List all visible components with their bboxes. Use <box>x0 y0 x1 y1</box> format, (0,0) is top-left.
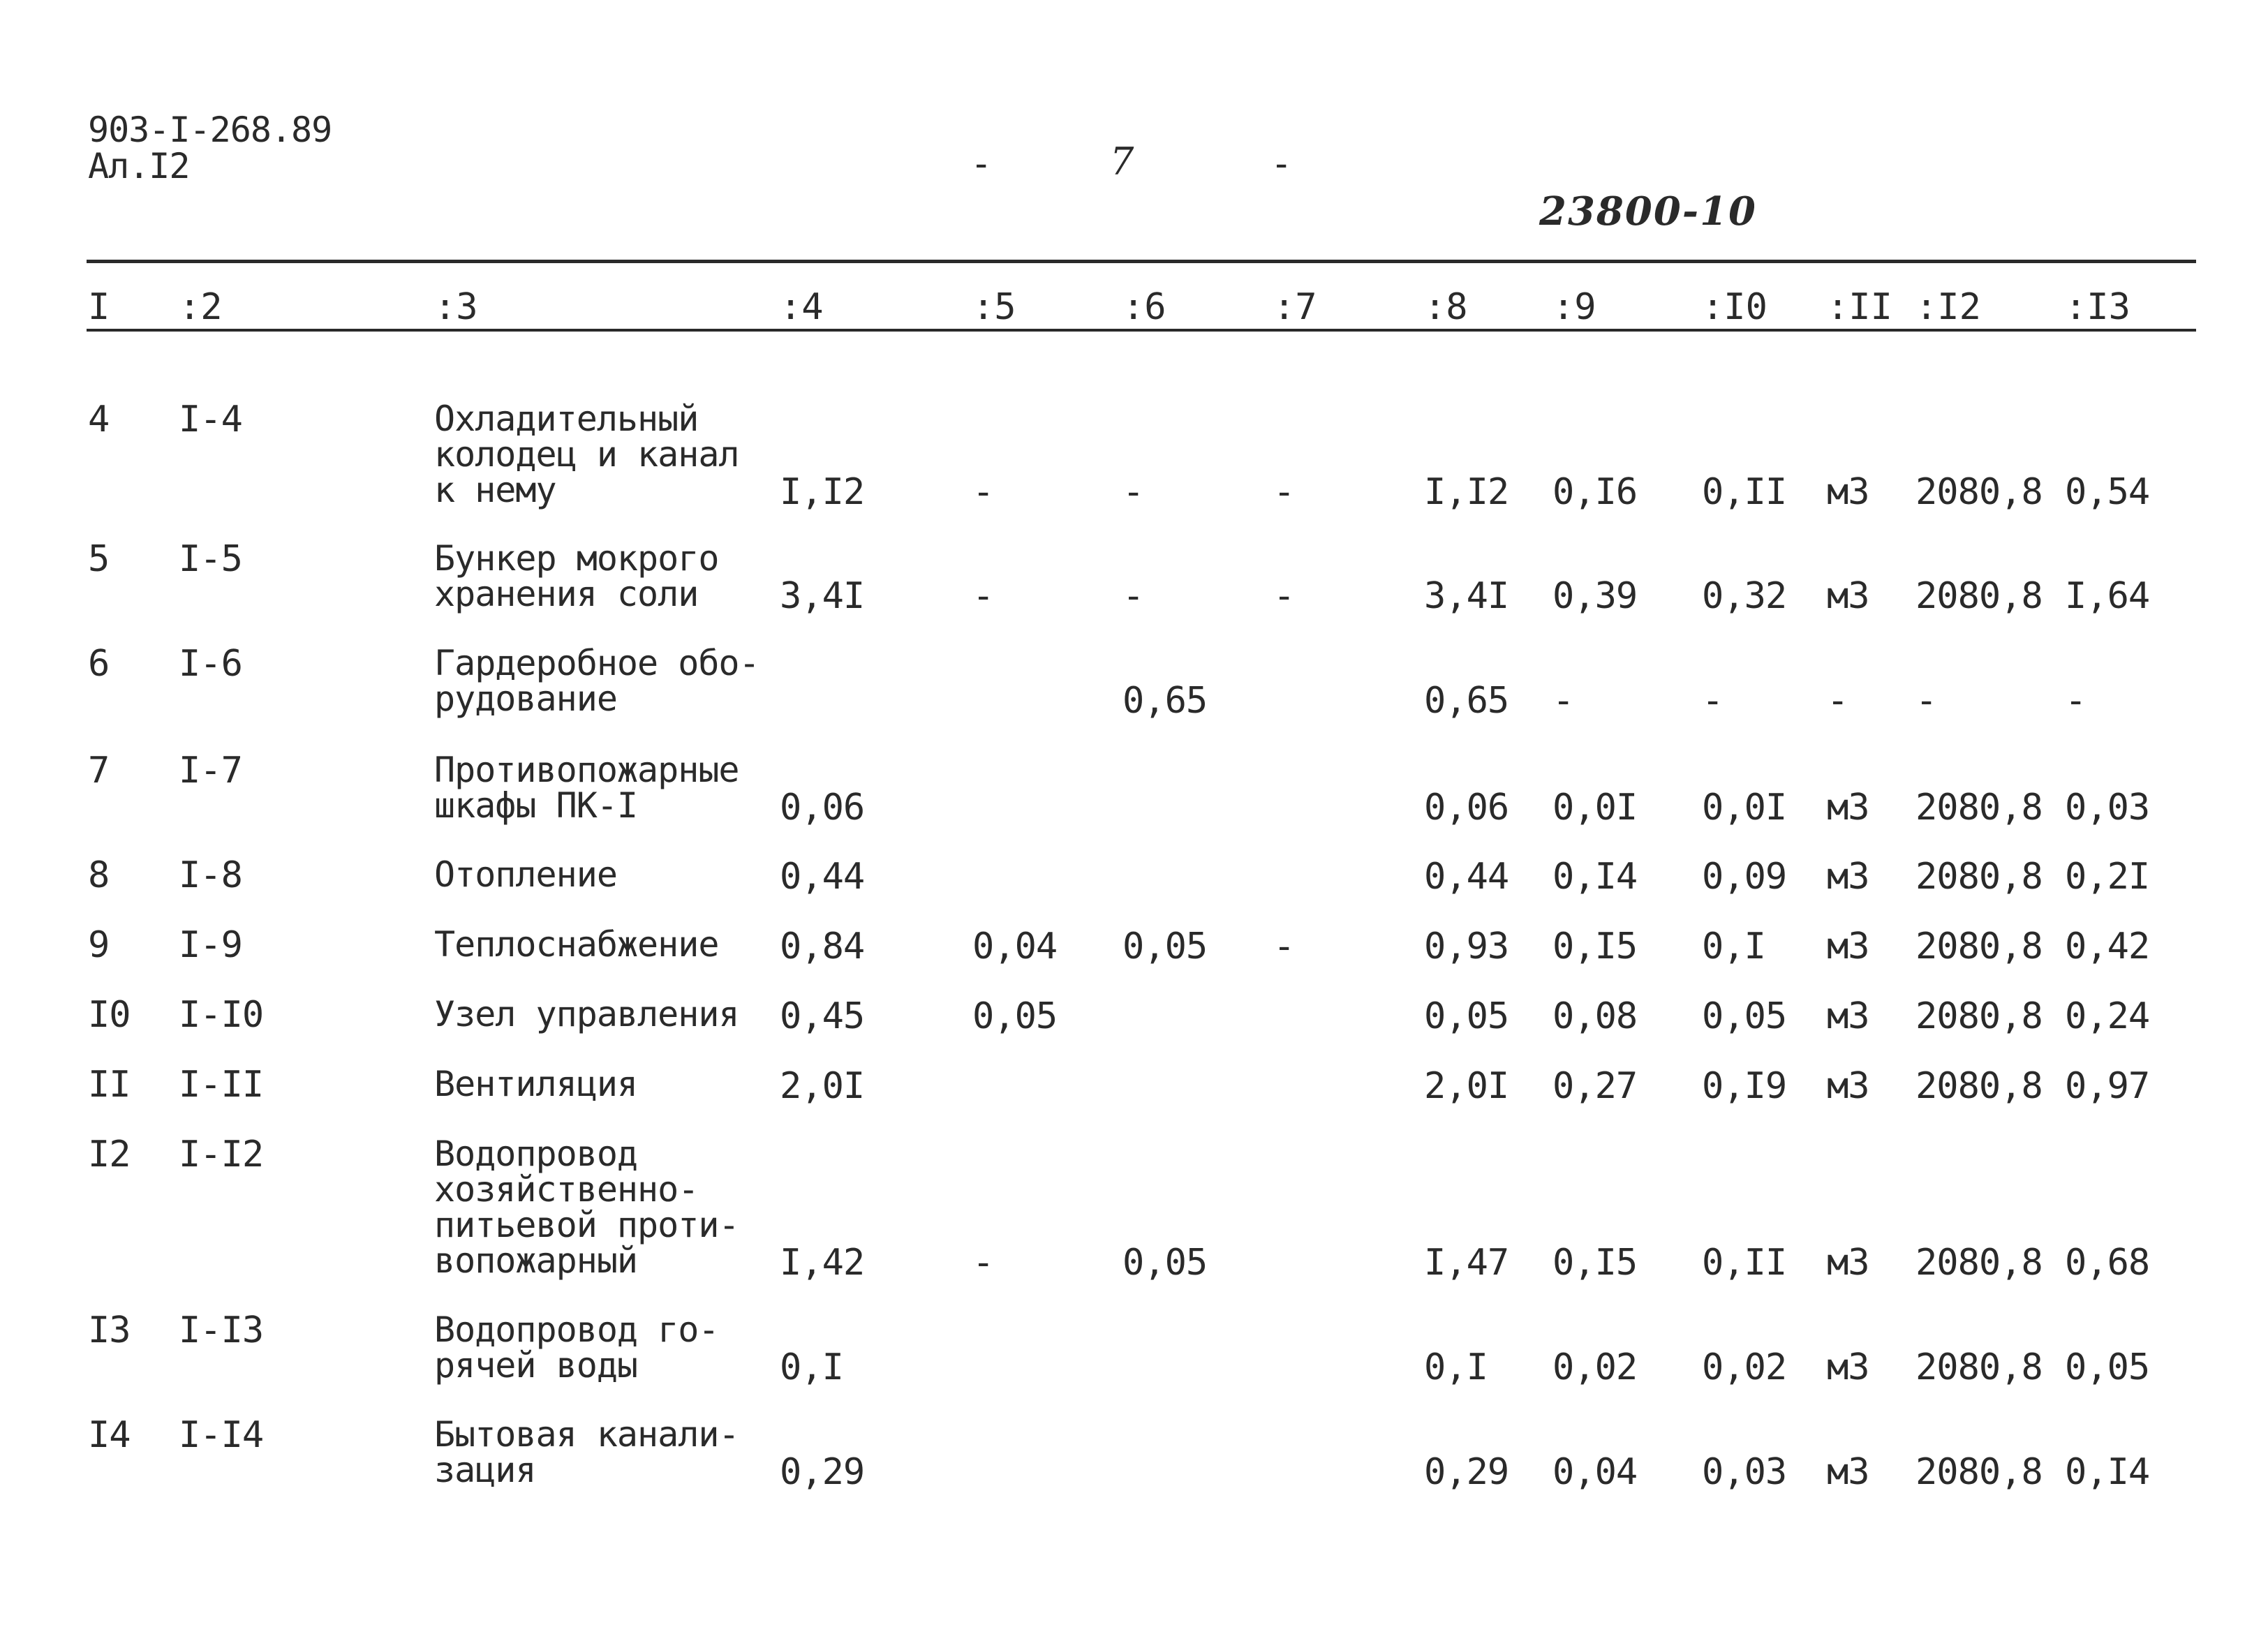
column-header-4: :4 <box>780 286 824 328</box>
cell-c9: 0,0I <box>1552 787 1638 829</box>
row-name <box>434 1309 719 1386</box>
cell-c11: м3 <box>1827 471 1869 513</box>
row-name-line: Узел управления <box>434 994 739 1034</box>
row-name-line: Теплоснабжение <box>434 924 719 965</box>
document-code-line1: 903-I-268.89 <box>88 110 332 150</box>
cell-c12: 2080,8 <box>1915 575 2043 617</box>
row-name <box>434 924 719 965</box>
column-header-13: :I3 <box>2065 286 2130 328</box>
column-header-2: :2 <box>179 286 223 328</box>
column-header-5: :5 <box>972 286 1016 328</box>
cell-c10: 0,II <box>1702 471 1787 513</box>
cell-c11: м3 <box>1827 926 1869 967</box>
cell-c10: 0,02 <box>1702 1346 1787 1388</box>
row-code: I-I2 <box>179 1134 264 1175</box>
cell-c7: - <box>1273 575 1295 617</box>
cell-c13: - <box>2065 680 2087 722</box>
row-name <box>434 643 759 719</box>
column-header-1: I <box>88 286 110 328</box>
cell-c9: 0,I5 <box>1552 1242 1638 1284</box>
row-number: I3 <box>88 1309 131 1351</box>
row-name-line: Бытовая канали- <box>434 1414 739 1455</box>
cell-c6: 0,65 <box>1122 680 1208 722</box>
row-name-line: Гардеробное обо- <box>434 643 759 683</box>
row-code: I-I0 <box>179 994 264 1036</box>
row-name <box>434 1064 638 1104</box>
page-number: 7 <box>1110 140 1134 184</box>
cell-c12: 2080,8 <box>1915 856 2043 898</box>
row-name-line: к нему <box>434 470 556 510</box>
row-code: I-8 <box>179 854 242 896</box>
row-name-line: хранения соли <box>434 574 699 614</box>
cell-c5: - <box>972 471 994 513</box>
row-name-line: Противопожарные <box>434 750 739 790</box>
page-number-dash-right: - <box>1270 143 1293 185</box>
column-header-3: :3 <box>434 286 478 328</box>
cell-c9: 0,04 <box>1552 1451 1638 1493</box>
cell-c13: 0,42 <box>2065 926 2150 967</box>
cell-c6: - <box>1122 471 1144 513</box>
cell-c12: 2080,8 <box>1915 471 2043 513</box>
cell-c5: - <box>972 1242 994 1284</box>
row-name <box>434 401 739 508</box>
cell-c7: - <box>1273 926 1295 967</box>
cell-c9: 0,02 <box>1552 1346 1638 1388</box>
page-number-dash-left: - <box>970 143 993 185</box>
cell-c13: 0,68 <box>2065 1242 2150 1284</box>
row-number: 8 <box>88 854 110 896</box>
row-number: 5 <box>88 538 110 580</box>
row-name-line: зация <box>434 1450 536 1490</box>
row-name <box>434 854 617 895</box>
document-code-line2: Ал.I2 <box>88 146 190 186</box>
cell-c10: 0,I9 <box>1702 1065 1787 1107</box>
table-top-rule <box>87 260 2196 263</box>
cell-c13: 0,24 <box>2065 995 2150 1037</box>
cell-c8: 0,93 <box>1424 926 1509 967</box>
column-header-12: :I2 <box>1915 286 1981 328</box>
row-name-line: Вентиляция <box>434 1064 638 1104</box>
cell-c4: 0,I <box>780 1346 843 1388</box>
cell-c12: 2080,8 <box>1915 1065 2043 1107</box>
cell-c8: 0,65 <box>1424 680 1509 722</box>
row-name-line: питьевой проти- <box>434 1205 739 1245</box>
cell-c11: м3 <box>1827 995 1869 1037</box>
row-name <box>434 538 719 614</box>
cell-c10: 0,03 <box>1702 1451 1787 1493</box>
cell-c13: 0,05 <box>2065 1346 2150 1388</box>
column-header-9: :9 <box>1552 286 1596 328</box>
row-name-line: рячей воды <box>434 1345 638 1386</box>
row-code: I-5 <box>179 538 242 580</box>
column-header-7: :7 <box>1273 286 1317 328</box>
row-number: 7 <box>88 750 110 792</box>
row-number: I4 <box>88 1414 131 1456</box>
column-header-8: :8 <box>1424 286 1468 328</box>
row-name-line: вопожарный <box>434 1240 638 1281</box>
cell-c4: 2,0I <box>780 1065 865 1107</box>
cell-c11: м3 <box>1827 1346 1869 1388</box>
cell-c11: м3 <box>1827 1242 1869 1284</box>
cell-c8: 0,29 <box>1424 1451 1509 1493</box>
cell-c13: 0,2I <box>2065 856 2150 898</box>
row-number: 6 <box>88 643 110 685</box>
row-name-line: шкафы ПК-I <box>434 785 638 826</box>
cell-c9: 0,08 <box>1552 995 1638 1037</box>
cell-c8: 0,44 <box>1424 856 1509 898</box>
cell-c8: I,I2 <box>1424 471 1509 513</box>
row-number: I2 <box>88 1134 131 1175</box>
cell-c8: I,47 <box>1424 1242 1509 1284</box>
cell-c8: 2,0I <box>1424 1065 1509 1107</box>
cell-c4: 3,4I <box>780 575 865 617</box>
row-number: I0 <box>88 994 131 1036</box>
row-number: II <box>88 1064 131 1106</box>
row-name-line: Водопровод го- <box>434 1309 719 1350</box>
cell-c5: 0,05 <box>972 995 1058 1037</box>
cell-c7: - <box>1273 471 1295 513</box>
cell-c13: 0,I4 <box>2065 1451 2150 1493</box>
cell-c12: - <box>1915 680 1937 722</box>
column-header-11: :II <box>1827 286 1892 328</box>
cell-c12: 2080,8 <box>1915 1242 2043 1284</box>
column-header-10: :I0 <box>1702 286 1767 328</box>
cell-c8: 3,4I <box>1424 575 1509 617</box>
cell-c10: 0,II <box>1702 1242 1787 1284</box>
cell-c11: м3 <box>1827 787 1869 829</box>
cell-c13: 0,03 <box>2065 787 2150 829</box>
cell-c6: 0,05 <box>1122 926 1208 967</box>
row-name-line: Водопровод <box>434 1134 638 1174</box>
cell-c11: - <box>1827 680 1848 722</box>
column-header-6: :6 <box>1122 286 1166 328</box>
cell-c4: 0,45 <box>780 995 865 1037</box>
inventory-number: 23800-10 <box>1539 188 1757 235</box>
document-code <box>88 112 332 184</box>
table-header-rule <box>87 329 2196 332</box>
row-code: I-I4 <box>179 1414 264 1456</box>
cell-c12: 2080,8 <box>1915 787 2043 829</box>
row-name-line: Отопление <box>434 854 617 895</box>
row-name <box>434 1414 739 1490</box>
cell-c13: 0,54 <box>2065 471 2150 513</box>
row-name-line: хозяйственно- <box>434 1169 699 1210</box>
cell-c11: м3 <box>1827 575 1869 617</box>
row-code: I-I3 <box>179 1309 264 1351</box>
cell-c10: 0,I <box>1702 926 1765 967</box>
row-name <box>434 994 739 1034</box>
cell-c11: м3 <box>1827 1065 1869 1107</box>
cell-c12: 2080,8 <box>1915 1451 2043 1493</box>
cell-c10: 0,32 <box>1702 575 1787 617</box>
cell-c8: 0,I <box>1424 1346 1488 1388</box>
cell-c5: 0,04 <box>972 926 1058 967</box>
cell-c10: 0,09 <box>1702 856 1787 898</box>
cell-c13: I,64 <box>2065 575 2150 617</box>
cell-c10: 0,0I <box>1702 787 1787 829</box>
row-name-line: Бункер мокрого <box>434 538 719 579</box>
row-code: I-4 <box>179 399 242 440</box>
cell-c8: 0,05 <box>1424 995 1509 1037</box>
cell-c12: 2080,8 <box>1915 1346 2043 1388</box>
row-name <box>434 752 739 824</box>
cell-c11: м3 <box>1827 856 1869 898</box>
cell-c13: 0,97 <box>2065 1065 2150 1107</box>
cell-c4: 0,84 <box>780 926 865 967</box>
row-code: I-9 <box>179 924 242 966</box>
cell-c9: 0,27 <box>1552 1065 1638 1107</box>
row-code: I-6 <box>179 643 242 685</box>
cell-c5: - <box>972 575 994 617</box>
cell-c4: 0,29 <box>780 1451 865 1493</box>
row-number: 9 <box>88 924 110 966</box>
cell-c8: 0,06 <box>1424 787 1509 829</box>
cell-c11: м3 <box>1827 1451 1869 1493</box>
row-code: I-II <box>179 1064 264 1106</box>
cell-c4: 0,06 <box>780 787 865 829</box>
row-name <box>434 1136 739 1279</box>
cell-c4: I,I2 <box>780 471 865 513</box>
cell-c9: 0,39 <box>1552 575 1638 617</box>
row-number: 4 <box>88 399 110 440</box>
cell-c9: - <box>1552 680 1574 722</box>
cell-c6: 0,05 <box>1122 1242 1208 1284</box>
cell-c9: 0,I6 <box>1552 471 1638 513</box>
cell-c9: 0,I5 <box>1552 926 1638 967</box>
cell-c9: 0,I4 <box>1552 856 1638 898</box>
cell-c10: - <box>1702 680 1724 722</box>
cell-c4: 0,44 <box>780 856 865 898</box>
cell-c4: I,42 <box>780 1242 865 1284</box>
row-code: I-7 <box>179 750 242 792</box>
cell-c12: 2080,8 <box>1915 926 2043 967</box>
row-name-line: Охладительный <box>434 399 699 439</box>
cell-c12: 2080,8 <box>1915 995 2043 1037</box>
row-name-line: рудование <box>434 678 617 719</box>
cell-c6: - <box>1122 575 1144 617</box>
cell-c10: 0,05 <box>1702 995 1787 1037</box>
row-name-line: колодец и канал <box>434 434 739 475</box>
